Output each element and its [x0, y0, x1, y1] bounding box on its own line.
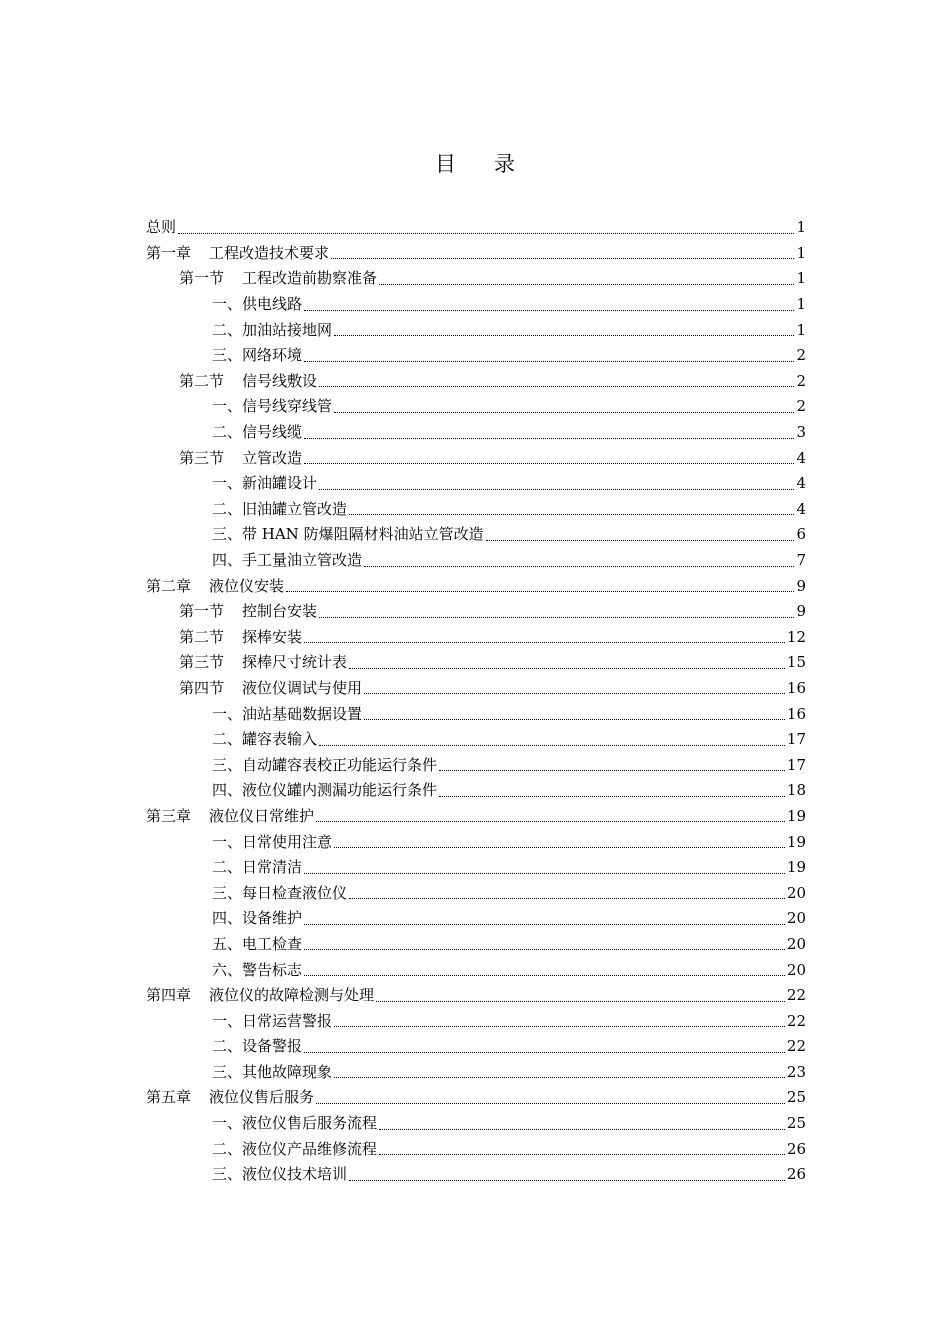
- dot-leader: [178, 232, 794, 234]
- toc-entry-label: 二、加油站接地网: [212, 320, 333, 339]
- toc-entry-label: 探棒尺寸统计表: [242, 653, 348, 672]
- toc-entry-page-number: 20: [786, 909, 806, 928]
- toc-entry-page-number: 26: [786, 1139, 806, 1158]
- toc-entry-page-number: 4: [796, 448, 806, 467]
- toc-entry-label: 五、电工检查: [212, 934, 303, 953]
- toc-entry-label: 二、旧油罐立管改造: [212, 499, 348, 518]
- toc-entry-page-number: 9: [796, 576, 806, 595]
- dot-leader: [331, 257, 794, 259]
- dot-leader: [319, 385, 794, 387]
- toc-entry[interactable]: [146, 266, 806, 292]
- toc-entry-label: 探棒安装: [242, 627, 303, 646]
- toc-entry-page-number: 1: [796, 218, 806, 237]
- toc-entry-page-number: 17: [786, 755, 806, 774]
- toc-entry-page-number: 15: [786, 653, 806, 672]
- toc-entry[interactable]: [146, 752, 806, 778]
- dot-leader: [304, 462, 794, 464]
- toc-entry-number: 第二节: [179, 627, 225, 646]
- toc-entry-label: 控制台安装: [242, 602, 318, 621]
- toc-entry-label: 三、带 HAN 防爆阻隔材料油站立管改造: [212, 525, 484, 544]
- dot-leader: [286, 590, 794, 592]
- toc-entry-label: 二、罐容表输入: [212, 730, 318, 749]
- toc-entry-label: 四、液位仪罐内测漏功能运行条件: [212, 781, 438, 800]
- dot-leader: [486, 539, 794, 541]
- toc-entry[interactable]: [146, 855, 806, 881]
- toc-entry-page-number: 7: [796, 551, 806, 570]
- dot-leader: [376, 1000, 785, 1002]
- toc-entry-page-number: 22: [786, 986, 806, 1005]
- dot-leader: [334, 411, 794, 413]
- toc-entry-page-number: 17: [786, 730, 806, 749]
- toc-entry-page-number: 25: [786, 1088, 806, 1107]
- toc-entry[interactable]: [146, 471, 806, 497]
- toc-entry-page-number: 2: [796, 346, 806, 365]
- toc-entry[interactable]: [146, 548, 806, 574]
- toc-entry[interactable]: [146, 420, 806, 446]
- toc-entry-page-number: 20: [786, 883, 806, 902]
- toc-entry[interactable]: [146, 1111, 806, 1137]
- toc-entry-page-number: 20: [786, 960, 806, 979]
- toc-entry-label: 工程改造技术要求: [209, 243, 330, 262]
- toc-entry-page-number: 19: [786, 858, 806, 877]
- toc-entry[interactable]: [146, 522, 806, 548]
- toc-entry-label: 一、信号线穿线管: [212, 397, 333, 416]
- dot-leader: [316, 1102, 785, 1104]
- toc-entry-label: 工程改造前勘察准备: [242, 269, 378, 288]
- toc-entry[interactable]: [146, 292, 806, 318]
- page-title: [0, 148, 950, 178]
- dot-leader: [334, 334, 794, 336]
- toc-entry-label: 二、液位仪产品维修流程: [212, 1139, 378, 1158]
- toc-entry-number: 第五章: [146, 1088, 192, 1107]
- toc-entry[interactable]: [146, 957, 806, 983]
- toc-entry-label: 一、液位仪售后服务流程: [212, 1114, 378, 1133]
- toc-entry[interactable]: [146, 650, 806, 676]
- dot-leader: [304, 641, 785, 643]
- toc-entry[interactable]: [146, 343, 806, 369]
- toc-entry-label: 二、日常清洁: [212, 858, 303, 877]
- toc-entry-page-number: 16: [786, 678, 806, 697]
- dot-leader: [304, 437, 794, 439]
- dot-leader: [379, 1128, 785, 1130]
- dot-leader: [334, 846, 785, 848]
- dot-leader: [319, 744, 785, 746]
- toc-entry[interactable]: [146, 676, 806, 702]
- title-char-1: 目: [435, 152, 456, 176]
- toc-entry-page-number: 6: [796, 525, 806, 544]
- toc-entry-page-number: 2: [796, 371, 806, 390]
- toc-entry[interactable]: [146, 241, 806, 267]
- dot-leader: [379, 283, 794, 285]
- toc-entry[interactable]: [146, 932, 806, 958]
- dot-leader: [439, 795, 785, 797]
- dot-leader: [349, 667, 785, 669]
- toc-entry-number: 第四章: [146, 986, 192, 1005]
- toc-entry-label: 三、液位仪技术培训: [212, 1165, 348, 1184]
- dot-leader: [364, 565, 794, 567]
- toc-entry[interactable]: [146, 906, 806, 932]
- toc-entry-page-number: 19: [786, 806, 806, 825]
- toc-entry-page-number: 16: [786, 704, 806, 723]
- toc-entry-label: 液位仪调试与使用: [242, 678, 363, 697]
- toc-entry-label: 三、其他故障现象: [212, 1062, 333, 1081]
- toc-entry[interactable]: [146, 215, 806, 241]
- toc-entry[interactable]: [146, 497, 806, 523]
- dot-leader: [319, 616, 794, 618]
- toc-entry-page-number: 18: [786, 781, 806, 800]
- dot-leader: [334, 1076, 785, 1078]
- toc-entry-page-number: 12: [786, 627, 806, 646]
- toc-entry[interactable]: [146, 701, 806, 727]
- dot-leader: [334, 1025, 785, 1027]
- toc-entry-page-number: 26: [786, 1165, 806, 1184]
- toc-entry-label: 液位仪日常维护: [209, 806, 315, 825]
- toc-entry-page-number: 1: [796, 269, 806, 288]
- toc-entry-label: 二、信号线缆: [212, 423, 303, 442]
- toc-entry[interactable]: [146, 1034, 806, 1060]
- toc-entry-label: 立管改造: [242, 448, 303, 467]
- toc-entry-page-number: 3: [796, 423, 806, 442]
- toc-entry-number: 第二节: [179, 371, 225, 390]
- toc-entry[interactable]: [146, 445, 806, 471]
- toc-entry-label: 三、自动罐容表校正功能运行条件: [212, 755, 438, 774]
- toc-entry-page-number: 1: [796, 320, 806, 339]
- toc-entry-label: 液位仪的故障检测与处理: [209, 986, 375, 1005]
- dot-leader: [304, 309, 794, 311]
- toc-entry-page-number: 22: [786, 1011, 806, 1030]
- toc-entry-label: 四、设备维护: [212, 909, 303, 928]
- title-char-2: 录: [494, 152, 515, 176]
- toc-entry[interactable]: [146, 1136, 806, 1162]
- toc-entry-number: 第四节: [179, 678, 225, 697]
- toc-entry[interactable]: [146, 804, 806, 830]
- dot-leader: [304, 948, 785, 950]
- dot-leader: [439, 769, 785, 771]
- dot-leader: [349, 513, 794, 515]
- toc-entry-number: 第一节: [179, 602, 225, 621]
- toc-entry-number: 第二章: [146, 576, 192, 595]
- toc-entry[interactable]: [146, 317, 806, 343]
- dot-leader: [304, 974, 785, 976]
- toc-entry[interactable]: [146, 880, 806, 906]
- toc-entry-label: 一、日常使用注意: [212, 832, 333, 851]
- toc-entry[interactable]: [146, 369, 806, 395]
- toc-entry[interactable]: [146, 778, 806, 804]
- dot-leader: [364, 718, 785, 720]
- toc-entry-page-number: 4: [796, 474, 806, 493]
- toc-entry-label: 三、网络环境: [212, 346, 303, 365]
- toc-entry-number: 第三章: [146, 806, 192, 825]
- toc-entry-number: 第一节: [179, 269, 225, 288]
- toc-entry-label: 三、每日检查液位仪: [212, 883, 348, 902]
- toc-entry-number: 第三节: [179, 448, 225, 467]
- toc-entry[interactable]: [146, 1060, 806, 1086]
- toc-entry[interactable]: [146, 1085, 806, 1111]
- toc-entry-page-number: 25: [786, 1114, 806, 1133]
- toc-entry-number: 第一章: [146, 243, 192, 262]
- toc-entry[interactable]: [146, 625, 806, 651]
- toc-entry-page-number: 2: [796, 397, 806, 416]
- toc-entry[interactable]: [146, 573, 806, 599]
- dot-leader: [379, 1153, 785, 1155]
- dot-leader: [304, 360, 794, 362]
- dot-leader: [304, 872, 785, 874]
- toc-entry-label: 总则: [146, 218, 177, 237]
- toc-entry-page-number: 1: [796, 295, 806, 314]
- toc-entry[interactable]: [146, 599, 806, 625]
- toc-entry-page-number: 23: [786, 1062, 806, 1081]
- dot-leader: [349, 897, 785, 899]
- dot-leader: [304, 923, 785, 925]
- toc-entry-page-number: 19: [786, 832, 806, 851]
- toc-entry-page-number: 4: [796, 499, 806, 518]
- toc-entry-page-number: 22: [786, 1037, 806, 1056]
- toc-entry[interactable]: [146, 1162, 806, 1188]
- toc-entry[interactable]: [146, 394, 806, 420]
- dot-leader: [319, 488, 794, 490]
- dot-leader: [364, 692, 785, 694]
- toc-entry[interactable]: [146, 983, 806, 1009]
- dot-leader: [349, 1179, 785, 1181]
- toc-entry-page-number: 1: [796, 243, 806, 262]
- table-of-contents: [146, 215, 806, 1188]
- toc-entry-page-number: 9: [796, 602, 806, 621]
- toc-entry-label: 液位仪售后服务: [209, 1088, 315, 1107]
- dot-leader: [316, 820, 785, 822]
- dot-leader: [304, 1051, 785, 1053]
- toc-entry-label: 二、设备警报: [212, 1037, 303, 1056]
- toc-entry-label: 一、日常运营警报: [212, 1011, 333, 1030]
- toc-entry-label: 一、供电线路: [212, 295, 303, 314]
- toc-entry-label: 一、油站基础数据设置: [212, 704, 363, 723]
- toc-entry-page-number: 20: [786, 934, 806, 953]
- toc-entry[interactable]: [146, 727, 806, 753]
- toc-entry-label: 四、手工量油立管改造: [212, 551, 363, 570]
- toc-entry-label: 信号线敷设: [242, 371, 318, 390]
- toc-entry[interactable]: [146, 1008, 806, 1034]
- toc-entry-label: 六、警告标志: [212, 960, 303, 979]
- toc-entry-number: 第三节: [179, 653, 225, 672]
- toc-entry-label: 液位仪安装: [209, 576, 285, 595]
- toc-entry[interactable]: [146, 829, 806, 855]
- toc-entry-label: 一、新油罐设计: [212, 474, 318, 493]
